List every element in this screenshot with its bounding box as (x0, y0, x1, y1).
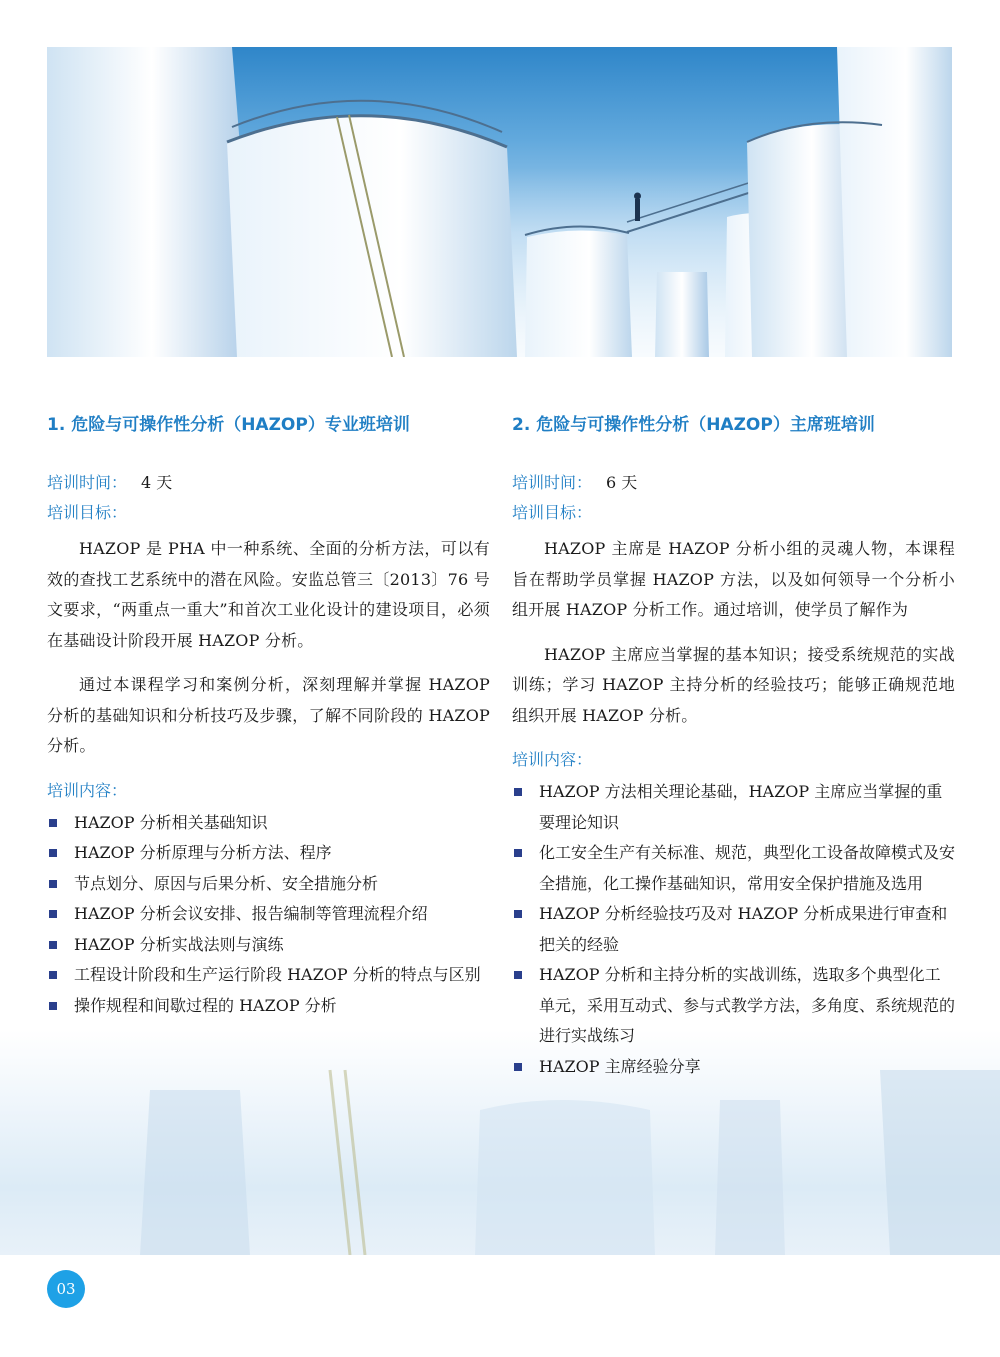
section-title: 1. 危险与可操作性分析（HAZOP）专业班培训 (47, 415, 410, 435)
list-item (512, 960, 955, 1052)
training-content-list (47, 808, 490, 1022)
bullet-square-icon (49, 849, 57, 857)
section-hazop-professional (47, 410, 490, 1021)
goal-paragraph: HAZOP 主席应当掌握的基本知识；接受系统规范的实战训练；学习 HAZOP 主持分析的经验技巧；能够正确规范地组织开展 HAZOP 分析。 (512, 644, 955, 725)
training-time-label: 培训时间： (512, 473, 593, 492)
training-goal-label: 培训目标： (512, 503, 593, 522)
training-content-label: 培训内容： (47, 780, 128, 800)
training-time (512, 468, 955, 498)
list-item (47, 899, 490, 930)
hero-photo-storage-tanks (47, 47, 952, 357)
list-item (47, 869, 490, 900)
training-time-value: 6 天 (606, 473, 638, 492)
goal-paragraph: 通过本课程学习和案例分析，深刻理解并掌握 HAZOP 分析的基础知识和分析技巧及步骤，了解不同阶段的 HAZOP 分析。 (47, 675, 490, 755)
training-content-list (512, 777, 955, 1082)
list-item (512, 899, 955, 960)
list-item-text: HAZOP 分析会议安排、报告编制等管理流程介绍 (74, 904, 428, 923)
list-item-text: HAZOP 分析实战法则与演练 (74, 934, 284, 954)
list-item (47, 960, 490, 991)
storage-tanks-illustration (47, 47, 952, 357)
list-item (47, 838, 490, 869)
list-item-text: HAZOP 方法相关理论基础，HAZOP 主席应当掌握的重要理论知识 (539, 782, 943, 832)
training-time (47, 468, 490, 498)
bullet-square-icon (514, 971, 522, 979)
list-item (512, 1052, 955, 1083)
bullet-square-icon (514, 910, 522, 918)
section-title: 2. 危险与可操作性分析（HAZOP）主席班培训 (512, 415, 875, 435)
bullet-square-icon (514, 1063, 522, 1071)
bullet-square-icon (49, 971, 57, 979)
bullet-square-icon (49, 910, 57, 918)
list-item-text: HAZOP 分析和主持分析的实战训练，选取多个典型化工单元，采用互动式、参与式教学方法，多角度、系统规范的进行实战练习 (539, 965, 956, 1045)
bullet-square-icon (514, 788, 522, 796)
bullet-square-icon (49, 880, 57, 888)
list-item-text: 工程设计阶段和生产运行阶段 HAZOP 分析的特点与区别 (74, 965, 481, 984)
list-item (47, 991, 490, 1022)
goal-paragraph: HAZOP 是 PHA 中一种系统、全面的分析方法，可以有效的查找工艺系统中的潜在风险。安监总管三〔2013〕76 号文要求，“两重点一重大”和首次工业化设计的建设项目，必须在基础设计阶段开展 HAZOP 分析。 (47, 539, 490, 650)
bullet-square-icon (514, 849, 522, 857)
list-item-text: 操作规程和间歇过程的 HAZOP 分析 (74, 995, 337, 1015)
bullet-square-icon (49, 941, 57, 949)
list-item-text: HAZOP 主席经验分享 (539, 1056, 701, 1076)
list-item-text: HAZOP 分析相关基础知识 (74, 812, 268, 832)
list-item-text: HAZOP 分析原理与分析方法、程序 (74, 843, 332, 862)
list-item-text: 节点划分、原因与后果分析、安全措施分析 (74, 873, 379, 893)
list-item-text: HAZOP 分析经验技巧及对 HAZOP 分析成果进行审查和把关的经验 (539, 904, 948, 954)
list-item (47, 930, 490, 961)
training-content-label: 培训内容： (512, 750, 593, 769)
page-number-badge: 03 (47, 1270, 85, 1308)
section-hazop-chairman (512, 410, 955, 1082)
training-time-value: 4 天 (141, 473, 173, 492)
list-item-text: 化工安全生产有关标准、规范，典型化工设备故障模式及安全措施，化工操作基础知识，常用安全保护措施及选用 (539, 843, 956, 893)
list-item (512, 777, 955, 838)
list-item (47, 808, 490, 839)
training-goal-label: 培训目标： (47, 503, 128, 522)
training-time-label: 培训时间： (47, 473, 128, 492)
bullet-square-icon (49, 1002, 57, 1010)
goal-paragraph: HAZOP 主席是 HAZOP 分析小组的灵魂人物，本课程旨在帮助学员掌握 HAZOP 方法，以及如何领导一个分析小组开展 HAZOP 分析工作。通过培训，使学员了解作为 (512, 539, 955, 619)
list-item (512, 838, 955, 899)
bullet-square-icon (49, 819, 57, 827)
